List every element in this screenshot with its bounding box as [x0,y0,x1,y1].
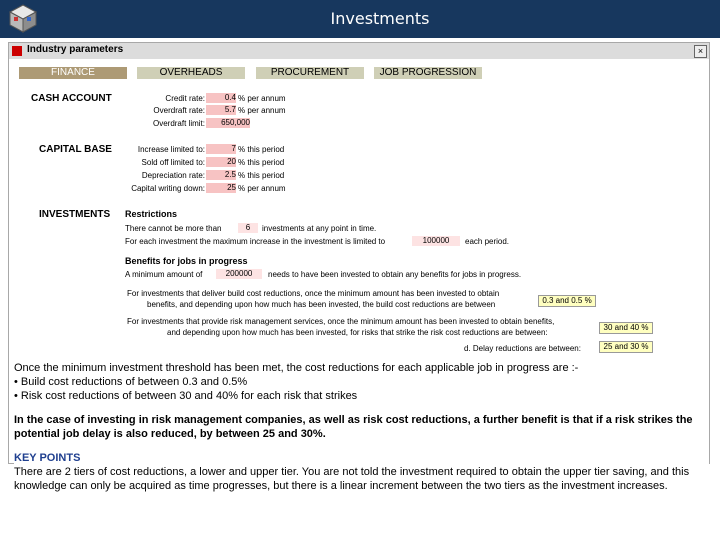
max-investments-text: There cannot be more than [125,224,222,233]
risk-cost-range: 30 and 40 % [599,322,653,334]
increase-limit-label: Increase limited to: [137,145,205,154]
cash-account-heading: CASH ACCOUNT [31,93,112,104]
risk-cost-text-1: For investments that provide risk management services, once the minimum amount has been invested to obtain benefits, [127,317,555,326]
capital-base-heading: CAPITAL BASE [39,144,112,155]
build-cost-text-1: For investments that deliver build cost reductions, once the minimum amount has been invested to obtain [127,289,500,298]
credit-rate-label: Credit rate: [165,94,205,103]
build-cost-range: 0.3 and 0.5 % [538,295,596,307]
explanation-panel [14,356,709,523]
max-increase-field[interactable]: 100000 [412,236,460,246]
key-points-text: There are 2 tiers of cost reductions, a lower and upper tier. You are not told the investment required to obtain the upper tier saving, and this knowledge can only be acquired as time progresses, but there is a linear increment between the two tiers as the investment increases. [14,466,690,492]
increase-limit-unit: % this period [238,145,285,154]
explanation-bullet-build: • Build cost reductions of between 0.3 and 0.5% [14,376,248,388]
capital-writing-down-unit: % per annum [238,184,286,193]
max-increase-suffix: each period. [465,237,510,246]
restrictions-heading: Restrictions [125,209,178,219]
sold-off-unit: % this period [238,158,285,167]
overdraft-rate-label: Overdraft rate: [153,106,205,115]
benefits-heading: Benefits for jobs in progress [125,256,248,266]
depreciation-unit: % this period [238,171,285,180]
risk-cost-text-2: and depending upon how much has been invested, for risks that strike the risk cost reductions are between: [167,328,548,337]
tab-overheads[interactable]: OVERHEADS [137,67,245,79]
close-button[interactable]: × [694,45,707,58]
build-cost-text-2: benefits, and depending upon how much has been invested, the build cost reductions are between [147,300,496,309]
overdraft-rate-unit: % per annum [238,106,286,115]
sold-off-label: Sold off limited to: [141,158,205,167]
minimum-amount-suffix: needs to have been invested to obtain any benefits for jobs in progress. [268,270,522,279]
explanation-intro: Once the minimum investment threshold has been met, the cost reductions for each applicable job in progress are :- [14,362,579,374]
tab-finance[interactable]: FINANCE [19,67,127,79]
investments-heading: INVESTMENTS [39,209,111,220]
minimum-amount-text: A minimum amount of [125,270,203,279]
window-header [9,43,709,59]
max-investments-field[interactable]: 6 [238,223,258,233]
explanation-risk-management: In the case of investing in risk management companies, as well as risk cost reductions, a further benefit is that if a risk strikes the potential job delay is also reduced, by between 25 and 30%. [14,414,693,440]
capital-writing-down-field[interactable]: 25 [206,183,236,193]
credit-rate-field[interactable]: 0.4 [206,93,236,103]
increase-limit-field[interactable]: 7 [206,144,236,154]
overdraft-rate-field[interactable]: 5.7 [206,105,236,115]
tab-job-progression[interactable]: JOB PROGRESSION [374,67,482,79]
overdraft-limit-label: Overdraft limit: [152,119,205,128]
sold-off-field[interactable]: 20 [206,157,236,167]
page-title: Investments [330,9,430,28]
window-icon [12,46,22,56]
title-bar [0,0,720,38]
overdraft-limit-field[interactable]: 650,000 [206,118,250,128]
minimum-amount-field[interactable]: 200000 [216,269,262,279]
depreciation-field[interactable]: 2.5 [206,170,236,180]
capital-writing-down-label: Capital writing down: [131,184,205,193]
delay-reduction-range: 25 and 30 % [599,341,653,353]
key-points-heading: KEY POINTS [14,452,81,464]
delay-reduction-text: d. Delay reductions are between: [464,344,581,353]
max-increase-text: For each investment the maximum increase in the investment is limited to [125,237,386,246]
credit-rate-unit: % per annum [238,94,286,103]
window-title: Industry parameters [27,44,124,55]
max-investments-suffix: investments at any point in time. [262,224,377,233]
depreciation-label: Depreciation rate: [141,171,205,180]
explanation-bullet-risk: • Risk cost reductions of between 30 and 40% for each risk that strikes [14,390,358,402]
tab-procurement[interactable]: PROCUREMENT [256,67,364,79]
